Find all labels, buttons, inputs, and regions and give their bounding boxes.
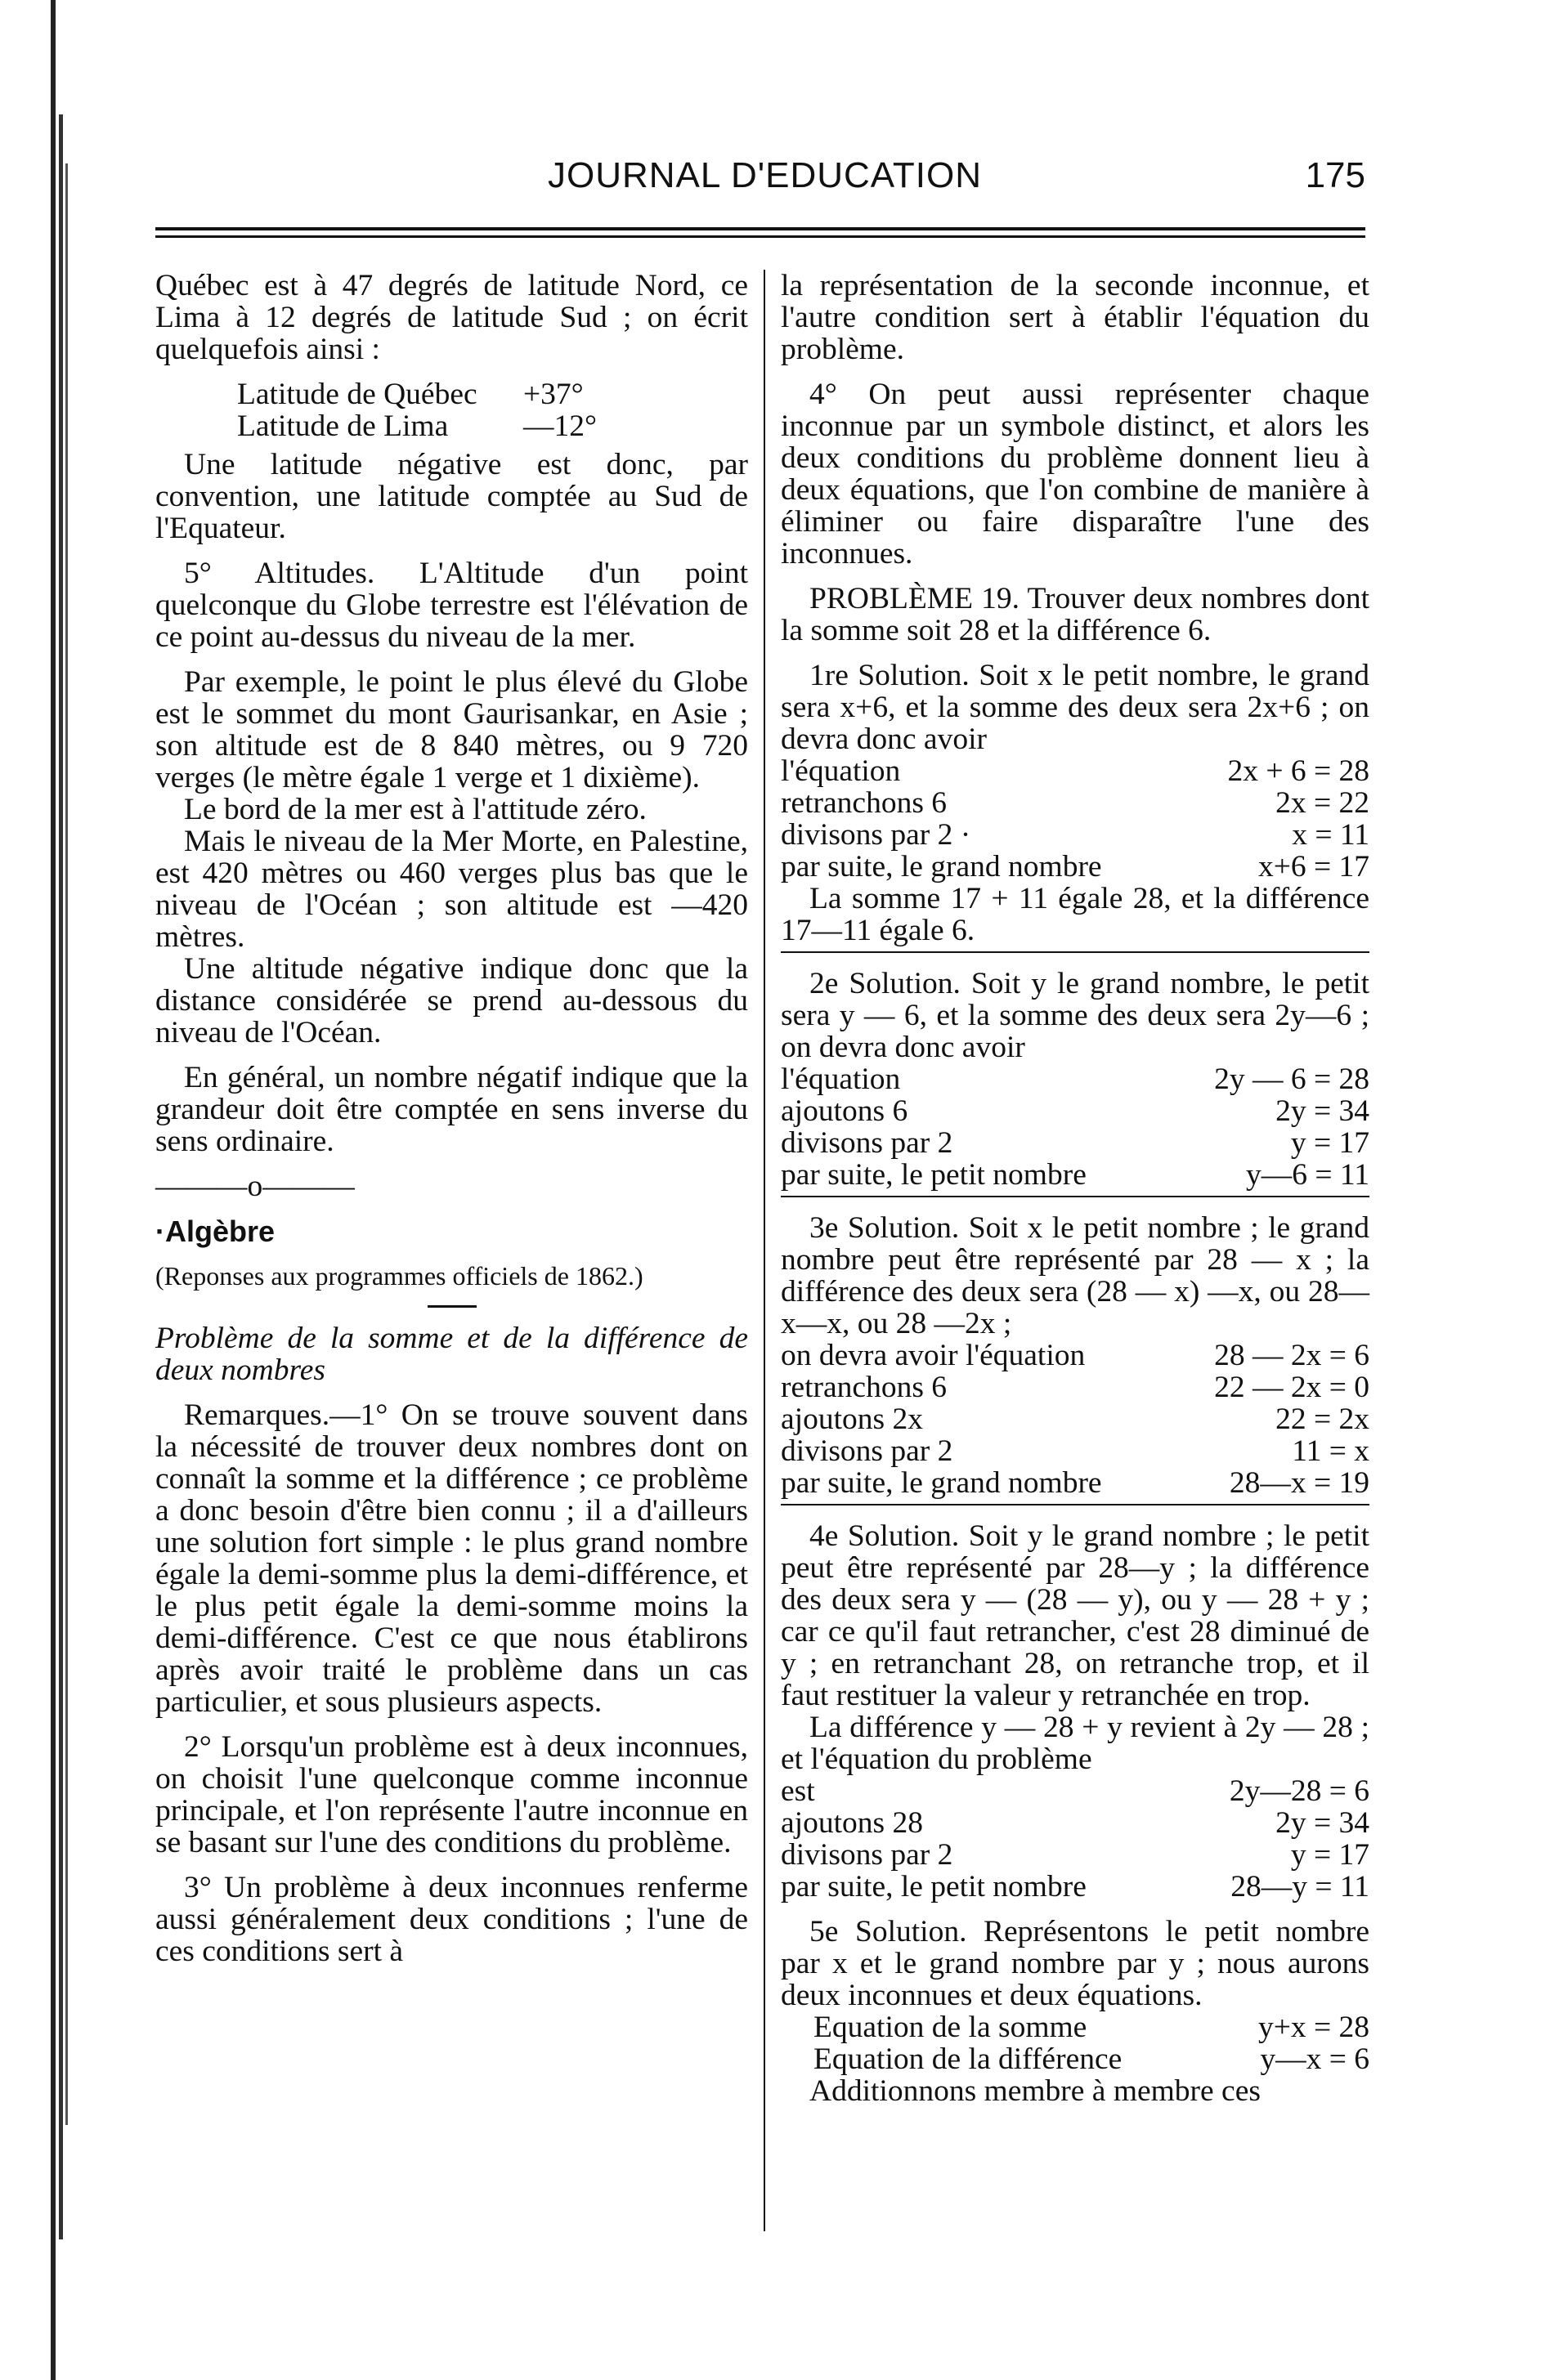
paragraph: la représentation de la seconde inconnue, et l'autre condition sert à établir l'équation du problème.	[781, 269, 1369, 366]
separator: ———o———	[155, 1170, 355, 1203]
divider	[781, 1504, 1369, 1505]
paragraph: 4° On peut aussi représenter chaque inconnue par un symbole distinct, et alors les deux conditions du problème donnent lieu à deux équations, que l'on combine de manière à éliminer ou faire disparaître l'une des inconnues.	[781, 378, 1369, 570]
equation-value: 2x + 6 = 28	[1227, 754, 1369, 788]
equation-label: divisons par 2	[781, 1126, 953, 1160]
latitude-row	[237, 410, 748, 442]
column-divider	[764, 270, 765, 2231]
equation-value: y—6 = 11	[1245, 1158, 1369, 1192]
equation-value: y = 17	[1290, 1838, 1369, 1872]
equation-row	[781, 1127, 1369, 1159]
right-column	[781, 270, 1369, 2107]
equation-value: 2y — 6 = 28	[1214, 1062, 1369, 1096]
equation-row	[781, 1775, 1369, 1807]
equation-value: x = 11	[1292, 818, 1369, 852]
header-rule	[155, 227, 1365, 230]
equation-row	[781, 1063, 1369, 1095]
equation-label: ajoutons 28	[781, 1806, 923, 1840]
equation-label: ajoutons 2x	[781, 1402, 923, 1436]
paragraph: Par exemple, le point le plus élevé du Globe est le sommet du mont Gaurisankar, en Asie ; son altitude est de 8 840 mètres, ou 9 720 verges (le mètre égale 1 verge et 1 dixième).	[155, 665, 748, 794]
equation-row	[781, 1871, 1369, 1903]
paragraph: 5° Altitudes. L'Altitude d'un point quelconque du Globe terrestre est l'élévation de ce point au-dessus du niveau de la mer.	[155, 557, 748, 654]
equation-label: divisons par 2	[781, 1434, 953, 1468]
paragraph: Une latitude négative est donc, par convention, une latitude comptée au Sud de l'Equateur.	[155, 448, 748, 545]
latitude-label: Latitude de Québec	[237, 378, 477, 411]
equation-value: 11 = x	[1292, 1434, 1369, 1468]
equation-value: 2y = 34	[1275, 1094, 1369, 1128]
equation-label: Equation de la différence	[813, 2042, 1123, 2076]
paragraph: Une altitude négative indique donc que la distance considérée se prend au-dessous du niveau de l'Océan.	[155, 952, 748, 1049]
equation-value: 2y—28 = 6	[1229, 1774, 1369, 1808]
equation-value: y+x = 28	[1257, 2011, 1369, 2044]
paragraph: Le bord de la mer est à l'attitude zéro.	[184, 793, 647, 826]
equation-value: 2x = 22	[1275, 786, 1369, 820]
equation-label: divisons par 2	[781, 1838, 953, 1872]
equation-row	[781, 1807, 1369, 1839]
short-rule	[428, 1305, 477, 1308]
equation-block	[781, 755, 1369, 883]
solution-intro: 2e Solution. Soit y le grand nombre, le petit sera y — 6, et la somme des deux sera 2y—6 ; on devra donc avoir	[781, 967, 1369, 1064]
equation-row	[781, 1467, 1369, 1499]
equation-label: est	[781, 1774, 815, 1808]
equation-label: divisons par 2 ·	[781, 818, 971, 852]
solution-intro: 4e Solution. Soit y le grand nombre ; le petit peut être représenté par 28—y ; la différence des deux sera y — (28 — y), ou y — 28 + y ; car ce qu'il faut retrancher, c'est 28 diminué de y ; en retranchant 28, on retranche trop, et il faut restituer la valeur y retranchée en trop.	[781, 1519, 1369, 1712]
equation-block	[781, 2011, 1369, 2075]
paragraph: La somme 17 + 11 égale 28, et la différence 17—11 égale 6.	[781, 882, 1369, 947]
equation-value: 2y = 34	[1275, 1806, 1369, 1840]
paragraph: En général, un nombre négatif indique que la grandeur doit être comptée en sens inverse du sens ordinaire.	[155, 1061, 748, 1158]
paragraph: Mais le niveau de la Mer Morte, en Palestine, est 420 mètres ou 460 verges plus bas que le niveau de l'Océan ; son altitude est —420 mètres.	[155, 825, 748, 954]
equation-block	[781, 1775, 1369, 1903]
paragraph: Québec est à 47 degrés de latitude Nord, ce Lima à 12 degrés de latitude Sud ; on écrit quelquefois ainsi :	[155, 269, 748, 366]
section-subtitle: (Reponses aux programmes officiels de 1862.)	[155, 1261, 643, 1291]
section-title: ·Algèbre	[155, 1215, 276, 1248]
equation-value: 22 — 2x = 0	[1214, 1371, 1369, 1404]
equation-row	[781, 1159, 1369, 1191]
equation-label: ajoutons 6	[781, 1094, 908, 1128]
equation-row	[813, 2011, 1369, 2043]
divider	[781, 951, 1369, 953]
divider	[781, 1196, 1369, 1197]
equation-value: 22 = 2x	[1275, 1402, 1369, 1436]
paragraph: La différence y — 28 + y revient à 2y — 28 ; et l'équation du problème	[781, 1711, 1369, 1776]
paragraph: Remarques.—1° On se trouve souvent dans la nécessité de trouver deux nombres dont on connaît la somme et la différence ; ce problème a donc besoin d'être bien connu ; il a d'ailleurs une solution fort simple : le plus grand nombre égale la demi-somme plus la demi-différence, et le plus petit égale la demi-somme moins la demi-différence. C'est ce que nous établirons après avoir traité le problème dans un cas particulier, et sous plusieurs aspects.	[155, 1398, 748, 1719]
equation-row	[813, 2043, 1369, 2075]
binding-edge	[0, 0, 74, 2380]
equation-label: Equation de la somme	[813, 2011, 1087, 2044]
latitude-row	[237, 378, 748, 410]
equation-block	[781, 1340, 1369, 1499]
equation-value: x+6 = 17	[1257, 850, 1369, 884]
journal-title: JOURNAL D'EDUCATION	[548, 155, 982, 195]
equation-value: y = 17	[1290, 1126, 1369, 1160]
equation-row	[781, 1340, 1369, 1371]
equation-label: l'équation	[781, 1062, 901, 1096]
solution-intro: 5e Solution. Représentons le petit nombre par x et le grand nombre par y ; nous aurons deux inconnues et deux équations.	[781, 1915, 1369, 2012]
problem-title: Problème de la somme et de la différence de deux nombres	[155, 1322, 748, 1387]
equation-value: 28 — 2x = 6	[1214, 1339, 1369, 1372]
latitude-label: Latitude de Lima	[237, 409, 449, 443]
equation-row	[781, 1839, 1369, 1871]
equation-row	[781, 787, 1369, 819]
equation-label: par suite, le petit nombre	[781, 1870, 1087, 1904]
equation-value: 28—y = 11	[1230, 1870, 1369, 1904]
equation-label: par suite, le grand nombre	[781, 850, 1102, 884]
solution-intro: 1re Solution. Soit x le petit nombre, le grand sera x+6, et la somme des deux sera 2x+6 ; on devra donc avoir	[781, 659, 1369, 756]
latitude-value: +37°	[523, 378, 584, 411]
paragraph: 3° Un problème à deux inconnues renferme aussi généralement deux conditions ; l'une de ces conditions sert à	[155, 1871, 748, 1968]
equation-row	[781, 755, 1369, 787]
latitude-value: —12°	[523, 409, 597, 443]
equation-value: y—x = 6	[1260, 2042, 1369, 2076]
problem-statement: PROBLÈME 19. Trouver deux nombres dont la somme soit 28 et la différence 6.	[781, 582, 1369, 647]
equation-label: on devra avoir l'équation	[781, 1339, 1086, 1372]
equation-row	[781, 1435, 1369, 1467]
equation-label: par suite, le petit nombre	[781, 1158, 1087, 1192]
equation-row	[781, 819, 1369, 851]
equation-row	[781, 1095, 1369, 1127]
equation-label: par suite, le grand nombre	[781, 1466, 1102, 1500]
equation-row	[781, 1371, 1369, 1403]
page-header	[155, 155, 1365, 204]
paragraph: Additionnons membre à membre ces	[809, 2074, 1261, 2108]
equation-value: 28—x = 19	[1229, 1466, 1369, 1500]
equation-label: retranchons 6	[781, 786, 948, 820]
page-number: 175	[1305, 155, 1365, 195]
equation-block	[781, 1063, 1369, 1191]
solution-intro: 3e Solution. Soit x le petit nombre ; le grand nombre peut être représenté par 28 — x ; la différence des deux sera (28 — x) —x, ou 28—x—x, ou 28 —2x ;	[781, 1211, 1369, 1340]
equation-label: retranchons 6	[781, 1371, 948, 1404]
header-rule-thin	[155, 235, 1365, 238]
paragraph: 2° Lorsqu'un problème est à deux inconnues, on choisit l'une quelconque comme inconnue principale, et l'on représente l'autre inconnue en se basant sur l'une des conditions du problème.	[155, 1730, 748, 1859]
equation-label: l'équation	[781, 754, 901, 788]
equation-row	[781, 1403, 1369, 1435]
left-column	[155, 270, 748, 1980]
equation-row	[781, 851, 1369, 883]
